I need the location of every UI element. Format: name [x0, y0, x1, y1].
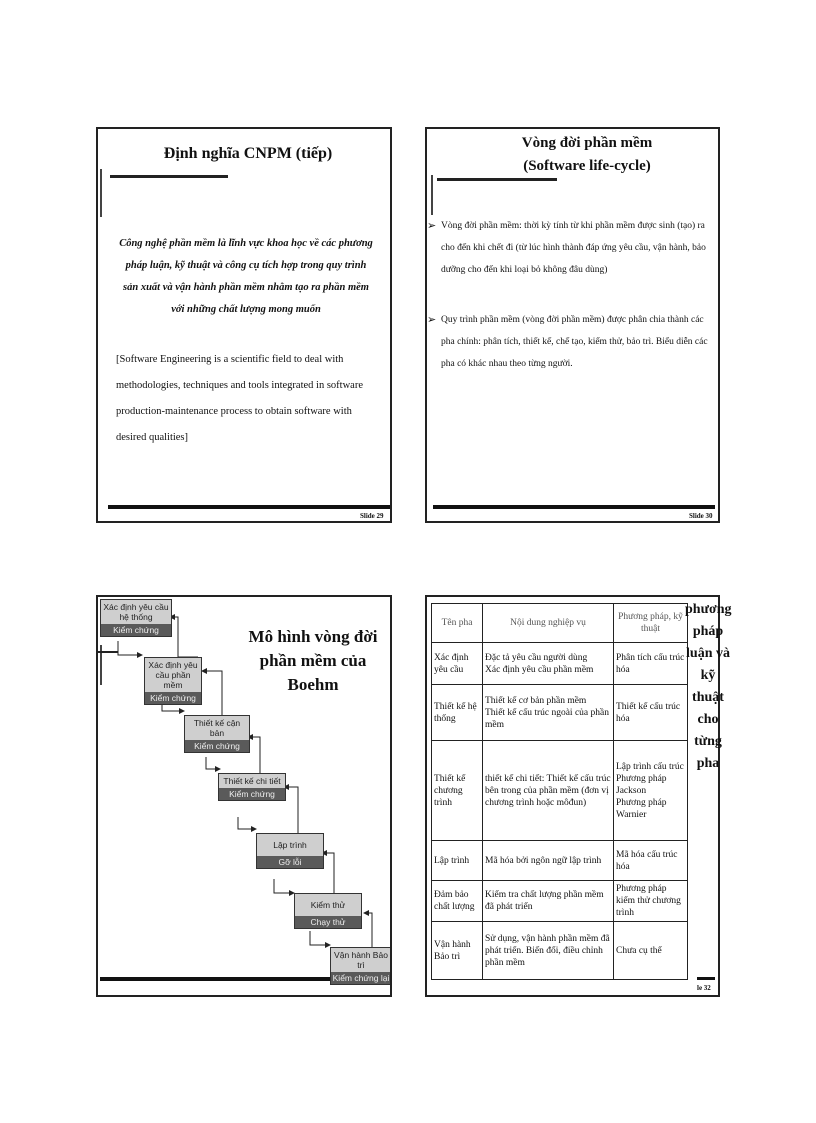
stage-box-system-requirements [100, 599, 172, 637]
stage-label: Vận hành Bảo trì [331, 948, 391, 972]
stage-validation: Kiểm chứng [101, 624, 171, 636]
slide-30 [425, 127, 720, 523]
arrow-bullet-icon: ➢ [427, 220, 437, 232]
bullet-text: Vòng đời phần mềm: thời kỳ tính từ khi phần mềm được sinh (tạo) ra cho đến khi chết đi (từ lúc hình thành đáp ứng yêu cầu, vận hành, bảo dưỡng cho đến khi loại bỏ không đâu dùng) [441, 221, 706, 275]
table-header-row [432, 604, 688, 643]
slide-title: Mô hình vòng đời phần mềm của Boehm [248, 627, 378, 694]
cell-method: Thiết kế cấu trúc hóa [614, 685, 688, 741]
header-method: Phương pháp, kỹ thuật [614, 604, 688, 643]
stage-box-operation-maintenance [330, 947, 392, 985]
footer-bar [697, 977, 715, 980]
title-underline [437, 178, 557, 181]
stage-validation: Kiểm chứng lại [332, 973, 390, 983]
cell-content: Thiết kế cơ bản phần mềm Thiết kế cấu trúc ngoài của phần mềm [483, 685, 614, 741]
footer-bar [433, 505, 715, 509]
stage-validation: Kiểm chứng [219, 788, 285, 800]
slide-title-line1: Vòng đời phần mềm [521, 135, 653, 151]
table-row [432, 881, 688, 922]
phase-table [431, 603, 688, 980]
stage-validation: Kiểm chứng [185, 740, 249, 752]
cell-phase: Thiết kế hệ thống [432, 685, 483, 741]
cell-phase: Thiết kế chương trình [432, 741, 483, 841]
stage-box-software-requirements [144, 657, 202, 705]
footer-bar [108, 505, 390, 509]
forward-arrow [310, 931, 330, 945]
table-row [432, 841, 688, 881]
table-row [432, 643, 688, 685]
stage-label: Thiết kế chi tiết [219, 774, 285, 788]
forward-arrow [118, 641, 142, 655]
bullet-text: Quy trình phần mềm (vòng đời phần mềm) được phân chia thành các pha chính: phân tích, thiết kế, chế tạo, kiểm thử, bảo trì. Biểu diễn các pha có khác nhau theo từng người. [441, 315, 708, 369]
cell-content: Kiểm tra chất lượng phần mềm đã phát triển [483, 881, 614, 922]
cell-method: Chưa cụ thể [614, 922, 688, 980]
cell-content: Đặc tả yêu cầu người dùng Xác định yêu cầu phần mềm [483, 643, 614, 685]
stage-validation: Gỡ lỗi [257, 856, 323, 868]
cell-content: Mã hóa bởi ngôn ngữ lập trình [483, 841, 614, 881]
table-row [432, 685, 688, 741]
bullet-item [427, 215, 717, 281]
cell-phase: Xác định yêu cầu [432, 643, 483, 685]
definition-en: [Software Engineering is a scientific field to deal with methodologies, techniques and tools integrated in software production-maintenance process to obtain software with desired qualities] [116, 354, 363, 443]
slide-29 [96, 127, 392, 523]
left-marker [431, 175, 433, 215]
cell-phase: Vận hành Bảo trì [432, 922, 483, 980]
stage-label: Kiểm thử [295, 894, 361, 916]
header-phase: Tên pha [432, 604, 483, 643]
side-heading: phương pháp luận và kỹ thuật cho từng pha [685, 602, 732, 771]
forward-arrow [274, 879, 294, 893]
slide-number: Slide 29 [360, 512, 384, 520]
stage-label: Lập trình [257, 834, 323, 856]
title-underline [110, 175, 228, 178]
stage-label: Thiết kế cận bản [185, 716, 249, 740]
cell-method: Phân tích cấu trúc hóa [614, 643, 688, 685]
stage-box-detailed-design [218, 773, 286, 801]
slide-number: le 32 [697, 984, 711, 992]
feedback-arrow [202, 671, 244, 721]
stage-box-testing [294, 893, 362, 929]
slide-number: Slide 30 [689, 512, 713, 520]
header-content: Nội dung nghiệp vụ [483, 604, 614, 643]
slide-31 [96, 595, 392, 997]
left-marker [100, 169, 102, 217]
feedback-arrow [170, 617, 198, 657]
stage-label: Xác định yêu cầu phần mềm [145, 658, 201, 692]
cell-content: Sử dụng, vận hành phần mềm đã phát triển. Biến đổi, điều chỉnh phần mềm [483, 922, 614, 980]
cell-method: Lập trình cấu trúc Phương pháp Jackson Phương pháp Warnier [614, 741, 688, 841]
cell-content: thiết kế chi tiết: Thiết kế cấu trúc bên trong của phần mềm (đơn vị chương trình hoặc môđun) [483, 741, 614, 841]
stage-box-coding [256, 833, 324, 869]
bullet-item [427, 309, 717, 375]
stage-validation: Kiểm chứng [145, 692, 201, 704]
stage-label: Xác định yêu cầu hệ thống [101, 600, 171, 624]
definition-vi: Công nghệ phần mềm là lĩnh vực khoa học về các phương pháp luận, kỹ thuật và công cụ tích hợp trong quy trình sản xuất và vận hành phần mềm nhằm tạo ra phần mềm với những chất lượng mong muốn [119, 238, 373, 315]
forward-arrow [206, 757, 220, 769]
arrow-bullet-icon: ➢ [427, 314, 437, 326]
cell-method: Mã hóa cấu trúc hóa [614, 841, 688, 881]
cell-method: Phương pháp kiểm thử chương trình [614, 881, 688, 922]
slide-32 [425, 595, 732, 997]
table-row [432, 741, 688, 841]
slide-title-line2: (Software life-cycle) [523, 158, 651, 174]
table-row [432, 922, 688, 980]
cell-phase: Đảm bảo chất lượng [432, 881, 483, 922]
forward-arrow [238, 817, 256, 829]
cell-phase: Lập trình [432, 841, 483, 881]
stage-box-preliminary-design [184, 715, 250, 753]
slide-title: Định nghĩa CNPM (tiếp) [163, 145, 333, 162]
stage-validation: Chạy thử [295, 916, 361, 928]
